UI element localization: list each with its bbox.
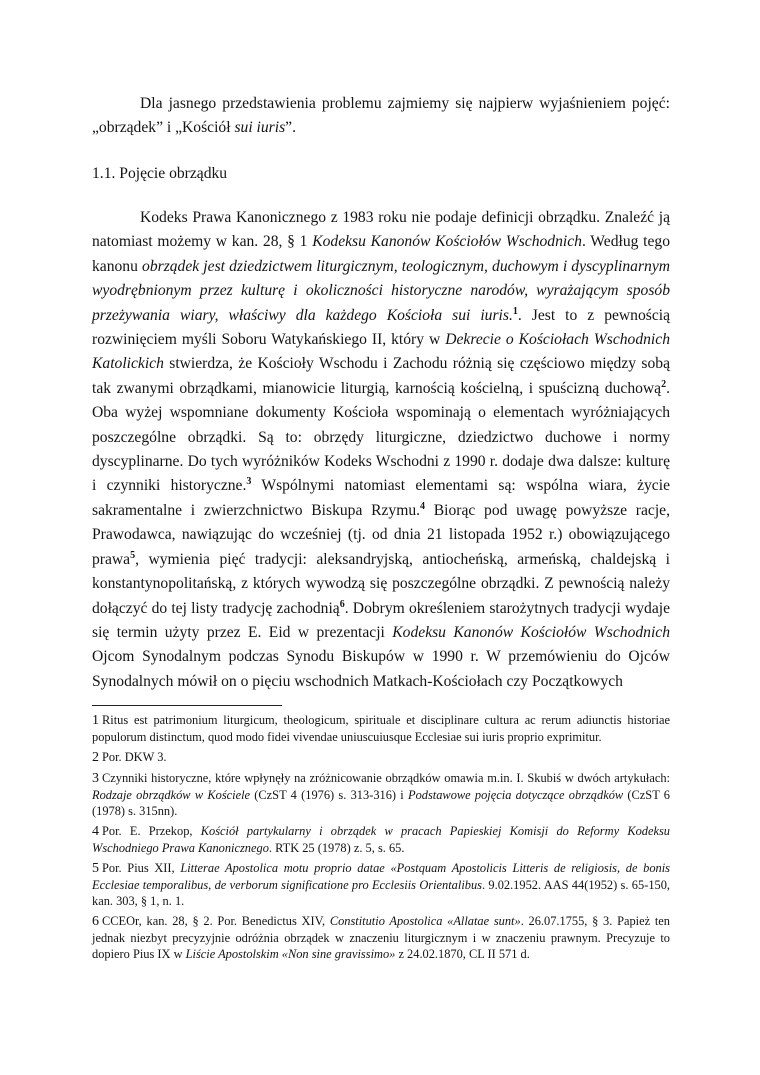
footnote-number: 2 — [92, 750, 99, 765]
footnote-text: . 9.02.1952. AAS 44(1952) s. 65-150, kan. 303, § 1, n. 1. — [92, 878, 670, 908]
intro-paragraph — [92, 92, 670, 140]
footnote-text: CCEOr, kan. 28, § 2. Por. Benedictus XIV, — [102, 914, 330, 928]
footnote-4 — [92, 823, 670, 856]
intro-end: ”. — [285, 119, 296, 136]
footnote-text: z 24.02.1870, CL II 571 d. — [395, 947, 530, 961]
footnote-italic: Liście Apostolskim «Non sine gravissimo» — [185, 947, 396, 961]
intro-italic: sui iuris — [234, 119, 286, 136]
footnote-divider — [92, 705, 282, 706]
footnote-5 — [92, 860, 670, 909]
footnote-6 — [92, 913, 670, 962]
footnote-ref[interactable]: 2 — [661, 378, 667, 390]
footnote-number: 6 — [92, 914, 99, 929]
body-text: . Jest to z pewnością rozwinięciem myśli Soboru Watykańskiego II, który w — [92, 306, 671, 349]
footnote-text: Por. DKW 3. — [102, 750, 167, 764]
body-text: stwierdza, że Kościoły Wschodu i Zachodu różnią się częściowo między sobą tak zwanymi obrządkami, mianowicie liturgią, karnością kościelną, i spuścizną duchową — [92, 355, 670, 397]
footnote-italic: Rodzaje obrządków w Kościele — [92, 788, 251, 802]
footnote-3 — [92, 770, 670, 819]
body-text: , wymienia pięć tradycji: aleksandryjską, antiocheńską, armeńską, chaldejską i konstantynopolitańską, z których wywodzą się poszczególne obrządki. Z pewnością należy dołączyć do tej listy tradycję zachodnią — [92, 550, 670, 617]
section-heading: 1.1. Pojęcie obrządku — [92, 165, 228, 182]
body-text: . Oba wyżej wspomniane dokumenty Kościoła wspominają o elementach wyróżniających poszczególne obrządki. Są to: obrzędy liturgiczne, dziedzictwo duchowe i normy dyscyplinarne. Do tych wyróżników Kodeks Wschodni z 1990 r. dodaje dwa dalsze: kulturę i czynniki historyczne. — [92, 379, 670, 495]
body-text: Biorąc pod uwagę powyższe racje, Prawodawca, nawiązując do wcześniej (tj. od dnia 21 listopada 1952 r.) obowiązującego prawa — [92, 501, 670, 568]
footnote-text: (CzST 4 (1976) s. 313-316) i — [250, 788, 409, 802]
footnote-text: Por. E. Przekop, — [102, 824, 201, 838]
intro-text: Dla jasnego przedstawienia problemu zajmiemy się najpierw wyjaśnieniem pojęć: „obrządek” i „Kościół — [92, 95, 670, 136]
footnote-ref[interactable]: 6 — [339, 598, 345, 610]
footnote-number: 5 — [92, 861, 99, 876]
footnote-italic: Litterae Apostolica motu proprio datae «Postquam Apostolicis Litteris de religiosis, de bonis Ecclesiae temporalibus, de verborum significatione pro Ecclesiis Orientalibus — [92, 861, 670, 892]
footnote-text: (CzST 6 (1978) s. 315nn). — [92, 788, 671, 818]
body-italic: obrządek jest dziedzictwem liturgicznym, teologicznym, duchowym i dyscyplinarnym wyodrębnionym przez kulturę i okoliczności historyczne narodów, wyrażającym sposób przeżywania wiary, właściwy dla każdego Kościoła sui iuris. — [92, 257, 671, 324]
footnote-text: . RTK 25 (1978) z. 5, s. 65. — [268, 841, 405, 855]
footnote-2 — [92, 749, 670, 766]
footnote-italic: Constitutio Apostolica «Allatae sunt» — [329, 914, 521, 928]
body-text: Wspólnymi natomiast elementami są: wspólna wiara, życie sakramentalne i zwierzchnictwo Biskupa Rzymu. — [92, 477, 670, 519]
body-text: Kodeks Prawa Kanonicznego z 1983 roku nie podaje definicji obrządku. Znaleźć ją natomiast możemy w kan. 28, § 1 — [92, 209, 670, 251]
body-paragraph — [92, 206, 670, 694]
footnote-text: Por. Pius XII, — [102, 861, 181, 875]
footnotes — [92, 712, 670, 966]
footnote-ref[interactable]: 1 — [512, 305, 518, 317]
body-italic: Dekrecie o Kościołach Wschodnich Katolickich — [92, 331, 670, 373]
footnote-1 — [92, 712, 670, 745]
footnote-italic: Kościół partykularny i obrządek w pracach Papieskiej Komisji do Reformy Kodeksu Wschodniego Prawa Kanonicznego — [92, 824, 670, 855]
footnote-number: 4 — [92, 824, 99, 839]
body-text: . Dobrym określeniem starożytnych tradycji wydaje się termin użyty przez E. Eid w prezentacji — [92, 599, 670, 641]
footnote-number: 1 — [92, 713, 99, 728]
footnote-number: 3 — [92, 771, 99, 786]
footnote-italic: Podstawowe pojęcia dotyczące obrządków — [408, 788, 624, 802]
footnote-ref[interactable]: 5 — [130, 549, 136, 561]
body-italic: Kodeksu Kanonów Kościołów Wschodnich — [392, 623, 671, 641]
footnote-text: Czynniki historyczne, które wpłynęły na zróżnicowanie obrządków omawia m.in. I. Skubiś w dwóch artykułach: — [102, 771, 670, 785]
body-italic: Kodeksu Kanonów Kościołów Wschodnich — [312, 233, 582, 251]
body-text: Ojcom Synodalnym podczas Synodu Biskupów w 1990 r. W przemówieniu do Ojców Synodalnych mówił on o pięciu wschodnich Matkach-Kościołach czy Początkowych — [92, 648, 670, 690]
footnote-text: Ritus est patrimonium liturgicum, theologicum, spirituale et disciplinare cultura ac rerum adiunctis historiae populorum distinctum, quod modo fidei vivendae uniuscuiusque Ecclesiae sui iuris proprio exprimitur. — [92, 713, 670, 744]
footnote-ref[interactable]: 3 — [246, 476, 252, 488]
body-text: . Według tego kanonu — [92, 233, 670, 275]
footnote-ref[interactable]: 4 — [420, 500, 426, 512]
footnote-text: . 26.07.1755, § 3. Papież ten jednak niezbyt precyzyjnie odróżnia obrządek w znaczeniu liturgicznym i w znaczeniu prawnym. Precyzuje to dopiero Pius IX w — [92, 914, 670, 961]
